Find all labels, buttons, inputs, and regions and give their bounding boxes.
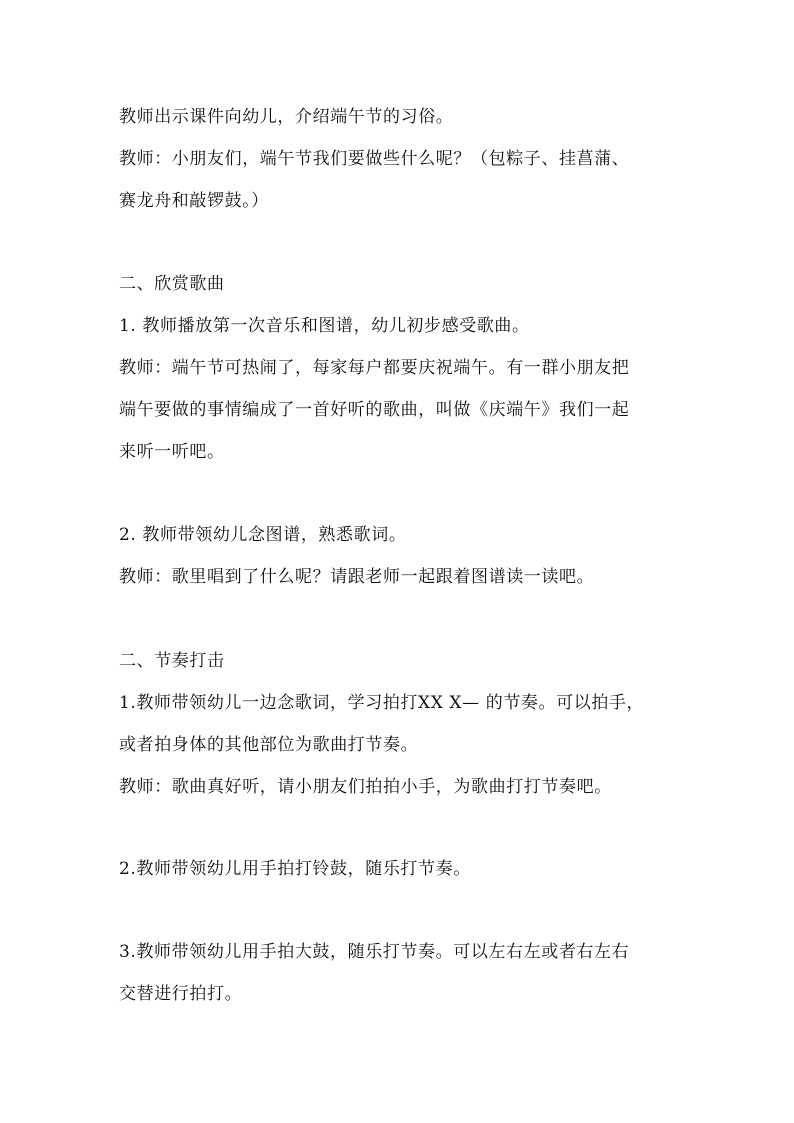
step-2-teacher-line: 教师：歌里唱到了什么呢？请跟老师一起跟着图谱读一读吧。 xyxy=(119,567,595,587)
step-2-heading: 2. 教师带领幼儿念图谱，熟悉歌词。 xyxy=(119,525,407,545)
rhythm-step-1-teacher-line: 教师：歌曲真好听，请小朋友们拍拍小手，为歌曲打打节奏吧。 xyxy=(119,777,612,797)
step-1-teacher-line2: 端午要做的事情编成了一首好听的歌曲，叫做《庆端午》我们一起 xyxy=(119,400,630,420)
rhythm-step-1-line1: 1.教师带领幼儿一边念歌词，学习拍打XX X— 的节奏。可以拍手， xyxy=(119,693,645,713)
section-heading-rhythm: 二、节奏打击 xyxy=(119,651,225,671)
step-1-heading: 1. 教师播放第一次音乐和图谱，幼儿初步感受歌曲。 xyxy=(119,316,530,336)
paragraph-intro: 教师出示课件向幼儿，介绍端午节的习俗。 xyxy=(119,107,454,127)
step-1-teacher-line3: 来听一听吧。 xyxy=(119,442,225,462)
paragraph-teacher-question-line2: 赛龙舟和敲锣鼓。） xyxy=(119,191,269,211)
rhythm-step-1-line2: 或者拍身体的其他部位为歌曲打节奏。 xyxy=(119,735,419,755)
paragraph-teacher-question-line1: 教师：小朋友们，端午节我们要做些什么呢？（包粽子、挂菖蒲、 xyxy=(119,149,630,169)
section-heading-appreciate-song: 二、欣赏歌曲 xyxy=(119,274,225,294)
rhythm-step-3-line2: 交替进行拍打。 xyxy=(119,984,243,1004)
rhythm-step-2-line: 2.教师带领幼儿用手拍打铃鼓，随乐打节奏。 xyxy=(119,859,471,879)
step-1-teacher-line1: 教师：端午节可热闹了，每家每户都要庆祝端午。有一群小朋友把 xyxy=(119,358,630,378)
rhythm-step-3-line1: 3.教师带领幼儿用手拍大鼓，随乐打节奏。可以左右左或者右左右 xyxy=(119,942,630,962)
